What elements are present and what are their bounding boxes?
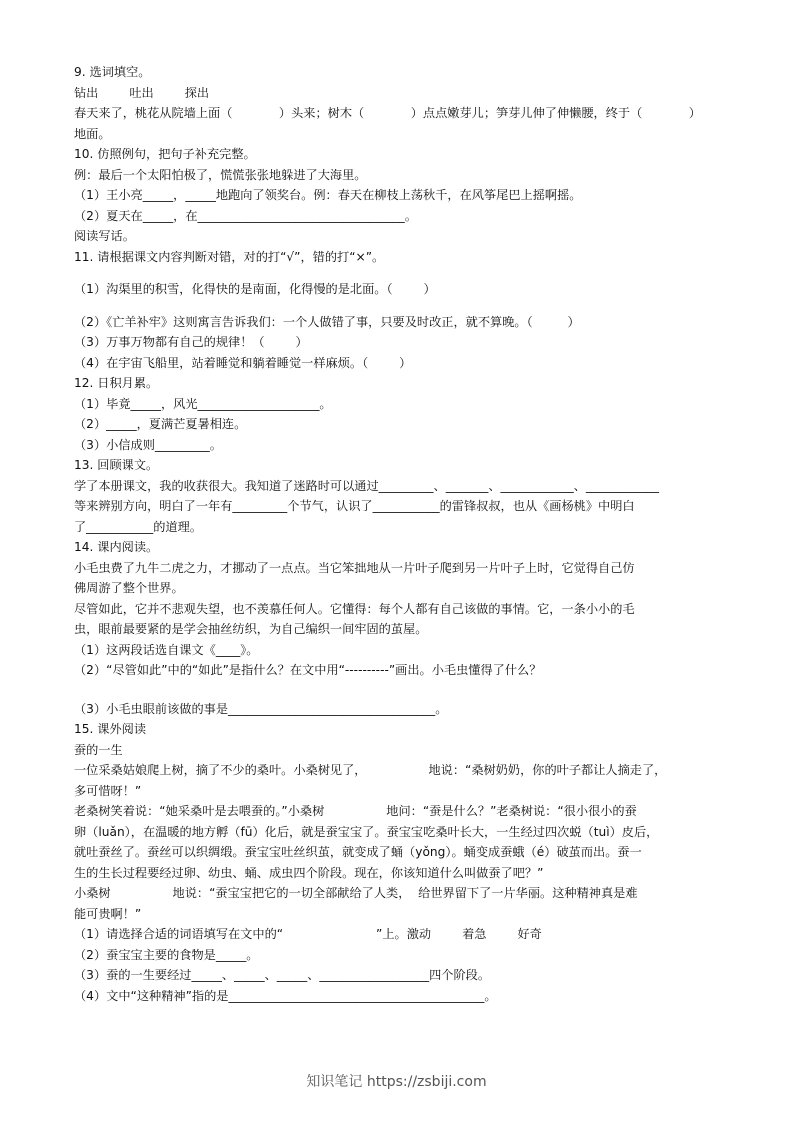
- q15-story-title: 蚕的一生: [74, 742, 123, 757]
- q10-item-1: （1）王小亮_____，_____地跑向了领奖台。例：春天在柳枝上荡秋千，在风筝尾巴上摇啊摇。: [74, 188, 582, 202]
- q11-item-3: （3）万事万物都有自己的规律！（ ）: [74, 335, 308, 349]
- q15-passage-3a: 小桑树 地说：“蚕宝宝把它的一切全部献给了人类， 给世界留下了一片华丽。这种精神真是难: [74, 886, 638, 900]
- q10-item-2: （2）夏天在_____，在__________________________________。: [74, 208, 417, 223]
- q14-title: 14. 课内阅读。: [74, 540, 159, 554]
- q11-title: 11. 请根据课文内容判断对错，对的打“√”，错的打“×”。: [74, 249, 385, 264]
- q15-passage-2b: 卵（luǎn），在温暖的地方孵（fū）化后，就是蚕宝宝了。蚕宝宝吃桑叶长大，一生经过四次蜕（tuì）皮后，: [74, 824, 659, 839]
- q11-item-4: （4）在宇宙飞船里，站着睡觉和躺着睡觉一样麻烦。（ ）: [74, 355, 412, 370]
- q15-passage-3b: 能可贵啊！”: [74, 906, 142, 921]
- q14-item-1: （1）这两段话选自课文《____》。: [74, 642, 259, 657]
- q9-word-bank: 钻出 吐出 探出: [74, 85, 210, 100]
- q14-passage-2b: 虫，眼前最要紧的是学会抽丝纺织，为自己编织一间牢固的茧屋。: [74, 622, 428, 636]
- worksheet-page: [74, 62, 724, 1006]
- q15-passage-1b: 多可惜呀！”: [74, 783, 142, 798]
- q11-item-2: （2）《亡羊补牢》这则寓言告诉我们：一个人做错了事，只要及时改正，就不算晚。（ ）: [74, 314, 580, 329]
- q15-passage-2d: 生的生长过程要经过卵、幼虫、蛹、成虫四个阶段。现在，你该知道什么叫做蚕了吧？”: [74, 865, 544, 880]
- q9-title: 9. 选词填空。: [74, 65, 151, 79]
- q15-passage-2c: 就吐蚕丝了。蚕丝可以织绸缎。蚕宝宝吐丝织茧，就变成了蛹（yǒng）。蛹变成蚕蛾（é）破茧而出。蚕一: [74, 845, 642, 859]
- q11-item-1: （1）沟渠里的积雪，化得快的是南面，化得慢的是北面。（ ）: [74, 282, 436, 296]
- q13-line-3: 了___________的道理。: [74, 519, 202, 534]
- q12-item-3: （3）小信成则_________。: [74, 437, 222, 452]
- q15-passage-1a: 一位采桑姑娘爬上树，摘了不少的桑叶。小桑树见了， 地说：“桑树奶奶，你的叶子都让人摘走了，: [74, 763, 667, 777]
- footer-watermark: 知识笔记 https://zsbiji.com: [306, 1074, 487, 1090]
- q15-item-1: （1）请选择合适的词语填写在文中的“ ”上。激动 着急 好奇: [74, 927, 542, 941]
- q14-passage-1b: 佛周游了整个世界。: [74, 581, 184, 595]
- q14-item-2: （2）“尽管如此”中的“如此”是指什么？在文中用“----------”画出。小毛虫懂得了什么？: [74, 663, 542, 677]
- q10-title: 10. 仿照例句，把句子补充完整。: [74, 147, 256, 161]
- q14-item-3: （3）小毛虫眼前该做的事是__________________________________。: [74, 701, 448, 716]
- q12-item-2: （2）_____，夏满芒夏暑相连。: [74, 417, 247, 431]
- q15-item-2: （2）蚕宝宝主要的食物是_____。: [74, 947, 259, 962]
- section-heading-reading: 阅读写话。: [74, 229, 135, 243]
- q12-title: 12. 日积月累。: [74, 376, 159, 390]
- q14-passage-1a: 小毛虫费了九牛二虎之力，才挪动了一点点。当它笨拙地从一片叶子爬到另一片叶子上时，它觉得自己仿: [74, 560, 635, 575]
- q12-item-1: （1）毕竟_____，风光____________________。: [74, 396, 332, 411]
- q10-example: 例：最后一个太阳怕极了，慌慌张张地躲进了大海里。: [74, 167, 367, 182]
- q13-line-1: 学了本册课文，我的收获很大。我知道了迷路时可以通过_________、_______、____________、____________: [74, 478, 659, 493]
- q13-title: 13. 回顾课文。: [74, 458, 159, 472]
- q15-item-3: （3）蚕的一生要经过_____、_____、_____、__________________四个阶段。: [74, 968, 491, 982]
- q15-title: 15. 课外阅读: [74, 722, 147, 736]
- q9-sentence-line-2: 地面。: [74, 126, 111, 141]
- q14-passage-2a: 尽管如此，它并不悲观失望，也不羡慕任何人。它懂得：每个人都有自己该做的事情。它，一条小小的毛: [74, 601, 635, 616]
- q13-line-2: 等来辨别方向，明白了一年有_________个节气，认识了___________的雷锋叔叔，也从《画杨桃》中明白: [74, 499, 635, 513]
- q15-item-4: （4）文中“这种精神”指的是__________________________________________。: [74, 988, 497, 1003]
- q9-sentence-line-1: 春天来了，桃花从院墙上面（ ）头来；树木（ ）点点嫩芽儿；笋芽儿伸了伸懒腰，终于（ ）: [74, 106, 701, 120]
- q15-passage-2a: 老桑树笑着说：“她采桑叶是去喂蚕的。”小桑树 地问：“蚕是什么？”老桑树说：“很小很小的蚕: [74, 804, 637, 818]
